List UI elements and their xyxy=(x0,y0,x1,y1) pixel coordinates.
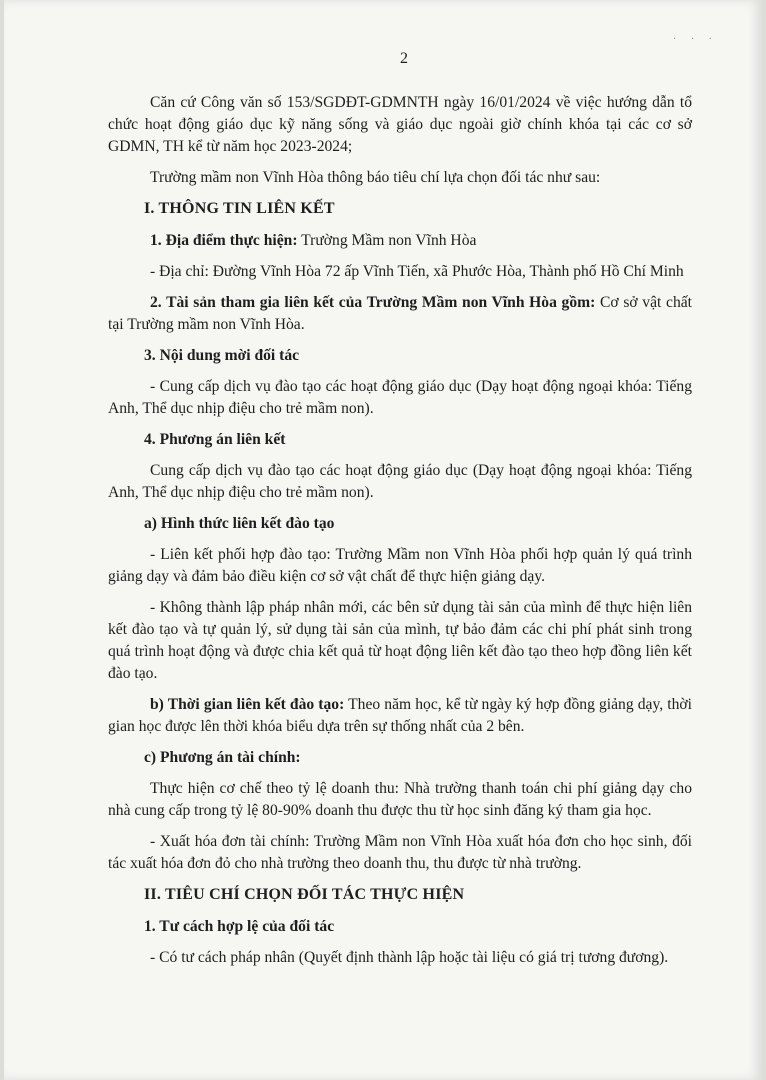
document-body xyxy=(108,92,692,978)
subitem-b-label: b) Thời gian liên kết đào tạo: xyxy=(150,696,345,713)
item-1-text: Trường Mầm non Vĩnh Hòa xyxy=(297,232,477,249)
item-1 xyxy=(108,230,692,252)
scan-marks: · · · xyxy=(673,34,718,45)
section-heading-1: I. THÔNG TIN LIÊN KẾT xyxy=(144,200,335,217)
item-2-text: Cơ sở vật chất tại Trường mầm non Vĩnh Hòa. xyxy=(108,294,693,333)
item-2-label: 2. Tài sản tham gia liên kết của Trường Mầm non Vĩnh Hòa gồm: xyxy=(150,294,596,311)
paragraph-announcement: Trường mầm non Vĩnh Hòa thông báo tiêu chí lựa chọn đối tác như sau: xyxy=(150,169,601,186)
page-number: 2 xyxy=(400,50,408,67)
subitem-b xyxy=(108,694,692,738)
document-page xyxy=(4,0,762,1080)
section2-item-1-label: 1. Tư cách hợp lệ của đối tác xyxy=(144,918,335,935)
subitem-b-text: Theo năm học, kể từ ngày ký hợp đồng giảng dạy, thời gian học được lên thời khóa biểu dựa trên sự thống nhất của 2 bên. xyxy=(108,696,692,735)
item-1-label: 1. Địa điểm thực hiện: xyxy=(150,232,298,249)
subitem-a-text-1: - Liên kết phối hợp đào tạo: Trường Mầm non Vĩnh Hòa phối hợp quản lý quá trình giảng dạy và đảm bảo điều kiện cơ sở vật chất để thực hiện giảng dạy. xyxy=(108,546,692,585)
item-4-label: 4. Phương án liên kết xyxy=(144,431,286,448)
subitem-a-text-2: - Không thành lập pháp nhân mới, các bên sử dụng tài sản của mình để thực hiện liên kết đào tạo và tự quản lý, sử dụng tài sản của mình, tự bảo đảm các chi phí phát sinh trong quá trình hoạt động và được chia kết quả từ hoạt động liên kết đào tạo theo hợp đồng liên kết đào tạo. xyxy=(108,599,692,682)
item-3-text: - Cung cấp dịch vụ đào tạo các hoạt động giáo dục (Dạy hoạt động ngoại khóa: Tiếng Anh, Thể dục nhịp điệu cho trẻ mầm non). xyxy=(108,378,692,417)
item-4-text: Cung cấp dịch vụ đào tạo các hoạt động giáo dục (Dạy hoạt động ngoại khóa: Tiếng Anh, Thể dục nhịp điệu cho trẻ mầm non). xyxy=(108,462,692,501)
item-1-address: - Địa chỉ: Đường Vĩnh Hòa 72 ấp Vĩnh Tiến, xã Phước Hòa, Thành phố Hồ Chí Minh xyxy=(150,263,684,280)
section2-item-1-text: - Có tư cách pháp nhân (Quyết định thành lập hoặc tài liệu có giá trị tương đương). xyxy=(150,949,669,966)
section-heading-2: II. TIÊU CHÍ CHỌN ĐỐI TÁC THỰC HIỆN xyxy=(144,886,465,903)
item-2 xyxy=(108,292,692,336)
paragraph-reference: Căn cứ Công văn số 153/SGDĐT-GDMNTH ngày 16/01/2024 về việc hướng dẫn tổ chức hoạt động giáo dục kỹ năng sống và giáo dục ngoài giờ chính khóa tại các cơ sở GDMN, TH kể từ năm học 2023-2024; xyxy=(108,94,692,155)
subitem-c-label: c) Phương án tài chính: xyxy=(144,749,301,766)
subitem-a-label: a) Hình thức liên kết đào tạo xyxy=(144,515,335,532)
subitem-c-text-2: - Xuất hóa đơn tài chính: Trường Mầm non Vĩnh Hòa xuất hóa đơn cho học sinh, đối tác xuất hóa đơn đỏ cho nhà trường theo doanh thu, thu được từ nhà trường. xyxy=(108,833,692,872)
subitem-c-text-1: Thực hiện cơ chế theo tỷ lệ doanh thu: Nhà trường thanh toán chi phí giảng dạy cho nhà cung cấp trong tỷ lệ 80-90% doanh thu được thu từ học sinh đăng ký tham gia học. xyxy=(108,780,692,819)
item-3-label: 3. Nội dung mời đối tác xyxy=(144,347,300,364)
